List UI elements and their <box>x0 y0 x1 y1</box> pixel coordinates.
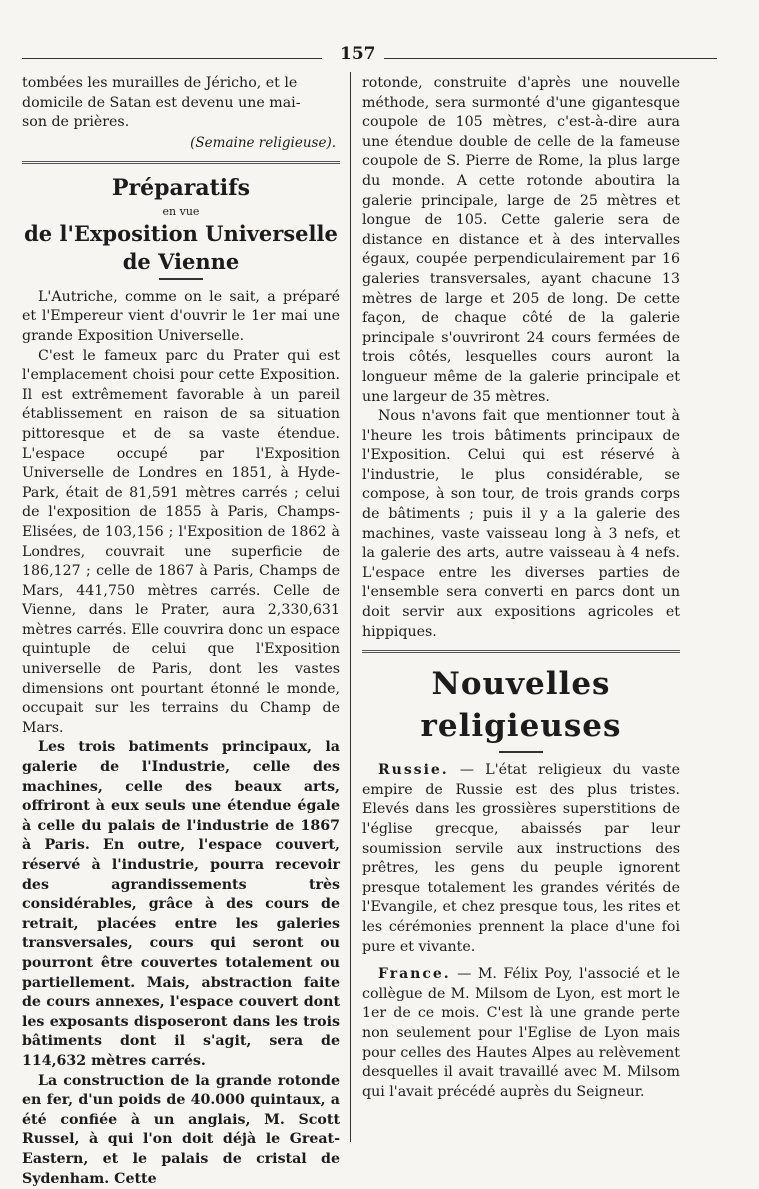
title-dash <box>159 278 203 280</box>
country-label: France. <box>378 966 451 983</box>
title-dash <box>499 751 543 753</box>
article-title-line2: de l'Exposition Universelle de Vienne <box>24 220 338 274</box>
paragraph: rotonde, construite d'après une nouvelle méthode, sera surmonté d'une gigantesque coupole de 105 mètres, c'est-à-dire aura une étendue double de celle de la fameuse coupole de S. Pierre de Rome, la plus large du monde. A cette rotonde aboutira la galerie principale, large de 25 mètres et longue de 105. Cette galerie sera de distance en distance et à des intervalles égaux, coupée perpendiculairement par 16 galeries transversales, ayant chacune 13 mètres de large et 205 de long. De cette façon, de chaque côté de la galerie principale s'ouvriront 24 cours fermées de trois côtés, lesquelles cours auront la longueur même de la galerie principale et une largeur de 35 mètres. <box>362 75 680 405</box>
paragraph: La construction de la grande rotonde en fer, d'un poids de 40.000 quintaux, a été confiée à un anglais, M. Scott Russel, à qui l'on doit déjà le Great-Eastern, et le palais de cristal de Sydenham. Cette <box>22 1072 340 1187</box>
news-text: — M. Félix Poy, l'associé et le collègue de M. Milsom de Lyon, est mort le 1er de ce mois. C'est là une grande perte non seulement pour l'Eglise de Lyon mais pour celles des Hautes Alpes au relèvement desquelles il avait travaillé avec M. Milsom qui l'avait précédé auprès du Seigneur. <box>362 966 680 1100</box>
country-label: Russie. <box>378 762 449 779</box>
paragraph: Les trois batiments principaux, la galerie de l'Industrie, celle des machines, celle des beaux arts, offriront à eux seuls une étendue égale à celle du palais de l'industrie de 1867 à Paris. En outre, l'espace couvert, réservé à l'industrie, pourra recevoir des agrandissements très considérables, grâce à des cours de retrait, placées entre les galeries transversales, cours qui seront ou pourront être couvertes totalement ou partiellement. Mais, abstraction faite de cours annexes, l'espace couvert dont les exposants disposeront dans les trois bâtiments dont il s'agit, sera de 114,632 mètres carrés. <box>22 739 340 1069</box>
left-column <box>22 74 340 1189</box>
spacer <box>362 957 680 965</box>
intro-line: domicile de Satan est devenu une mai- <box>22 94 301 111</box>
intro-line: tombées les murailles de Jéricho, et le <box>22 75 298 91</box>
news-item-russie <box>362 761 680 957</box>
article-subtitle: en vue <box>162 204 200 218</box>
article-title: Préparatifs <box>112 174 250 201</box>
source-attribution: (Semaine religieuse). <box>190 134 336 151</box>
section-divider <box>362 650 680 653</box>
section-title: Nouvelles religieuses <box>420 666 622 745</box>
header-rule-left <box>22 58 322 59</box>
section-divider <box>22 161 340 164</box>
header-rule-right <box>384 58 717 59</box>
page-number: 157 <box>340 44 376 64</box>
paragraph: L'Autriche, comme on le sait, a préparé et l'Empereur vient d'ouvrir le 1er mai une grande Exposition Universelle. <box>22 288 340 344</box>
right-column <box>362 74 680 1102</box>
paragraph: Nous n'avons fait que mentionner tout à l'heure les trois bâtiments principaux de l'Exposition. Celui qui est réservé à l'industrie, le plus considérable, se compose, à son tour, de trois grands corps de bâtiments ; puis il y a la galerie des machines, vaste vaisseau long à 3 nefs, et la galerie des arts, autre vaisseau à 4 nefs. L'espace entre les diverses parties de l'ensemble sera converti en parcs dont un doit servir aux expositions agricoles et hippiques. <box>362 408 680 640</box>
news-text: — L'état religieux du vaste empire de Russie est des plus tristes. Elevés dans les grossières superstitions de l'église grecque, abaissés par leur soumission servile aux instructions des prêtres, les gens du peuple ignorent presque totalement les grandes vérités de l'Evangile, et chez presque tous, les rites et les cérémonies prennent la place d'une foi pure et vivante. <box>362 762 680 955</box>
column-divider <box>350 72 351 1142</box>
news-item-france <box>362 965 680 1102</box>
paragraph: C'est le fameux parc du Prater qui est l'emplacement choisi pour cette Exposition. Il est extrêmement favorable à un pareil établissement en raison de sa situation pittoresque et de sa vaste étendue. L'espace occupé par l'Exposition Universelle de Londres en 1851, à Hyde-Park, était de 81,591 mètres carrés ; celui de l'exposition de 1855 à Paris, Champs-Elisées, de 103,156 ; l'Exposition de 1862 à Londres, couvrait une superficie de 186,127 ; celle de 1867 à Paris, Champs de Mars, 441,750 mètres carrés. Celle de Vienne, dans le Prater, aura 2,330,631 mètres carrés. Elle couvrira donc un espace quintuple de celui que l'Exposition universelle de Paris, dont les vastes dimensions ont pourtant étonné le monde, occupait sur les terrains du Champ de Mars. <box>22 347 340 736</box>
page-header <box>22 44 717 66</box>
intro-line: son de prières. <box>22 114 130 131</box>
